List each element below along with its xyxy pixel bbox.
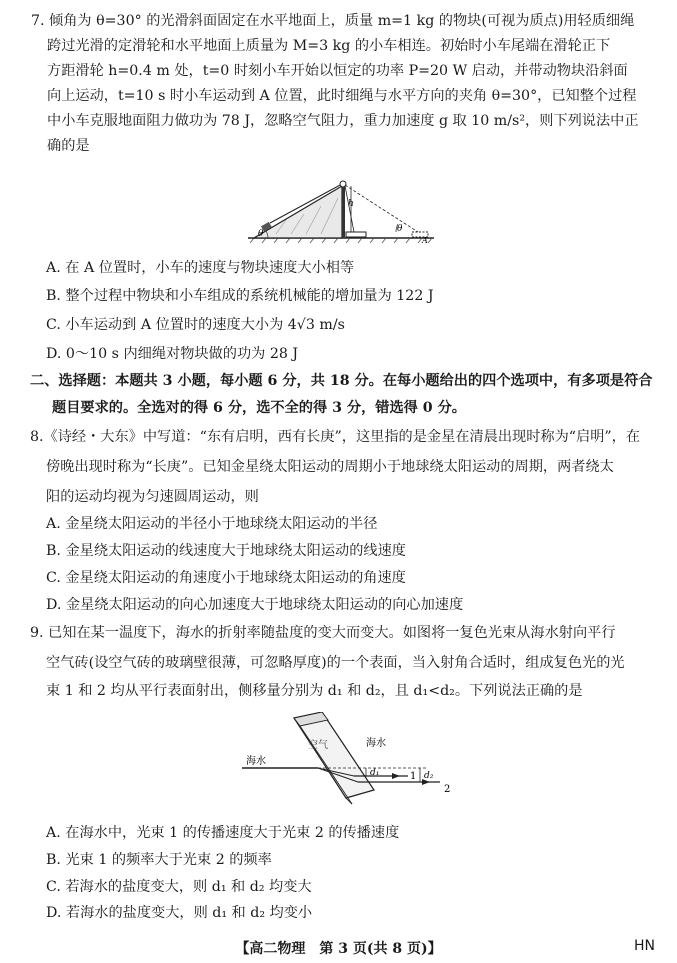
q8-option-c: C. 金星绕太阳运动的角速度小于地球绕太阳运动的角速度 (46, 570, 406, 586)
footer-region-code: HN (634, 938, 655, 954)
page-footer: 【高二物理 第 3 页(共 8 页)】 (235, 941, 442, 957)
q9-option-c: C. 若海水的盐度变大，则 d₁ 和 d₂ 均变大 (46, 879, 312, 895)
q8-stem-line-2: 傍晚出现时称为“长庚”。已知金星绕太阳运动的周期小于地球绕太阳运动的周期，两者绕太 (46, 459, 614, 475)
section-2-heading-line-2: 题目要求的。全选对的得 6 分，选不全的得 3 分，错选得 0 分。 (52, 400, 466, 416)
q9-label-beam-1: 1 (410, 771, 417, 782)
q9-label-d1: d₁ (370, 768, 380, 778)
q9-label-seawater-left: 海水 (246, 756, 266, 767)
q7-label-A: A (422, 236, 428, 244)
q9-option-a: A. 在海水中，光束 1 的传播速度大于光束 2 的传播速度 (46, 825, 400, 841)
q7-stem-line-2: 跨过光滑的定滑轮和水平地面上质量为 M=3 kg 的小车相连。初始时小车尾端在滑轮正下 (47, 38, 611, 54)
q7-option-d: D. 0～10 s 内细绳对物块做的功为 28 J (46, 346, 299, 362)
q9-label-air: 空气 (308, 740, 328, 751)
q7-option-b: B. 整个过程中物块和小车组成的系统机械能的增加量为 122 J (46, 288, 434, 304)
q7-incline-pulley-figure (246, 176, 436, 244)
q9-air-brick-figure (236, 712, 466, 820)
q8-option-d: D. 金星绕太阳运动的向心加速度大于地球绕太阳运动的向心加速度 (46, 597, 464, 613)
q7-stem-line-6: 确的是 (47, 138, 90, 154)
q9-option-d: D. 若海水的盐度变大，则 d₁ 和 d₂ 均变小 (46, 905, 313, 921)
q7-label-angle-left: θ (258, 229, 264, 239)
q8-option-b: B. 金星绕太阳运动的线速度大于地球绕太阳运动的线速度 (46, 543, 406, 559)
q9-label-d2: d₂ (424, 771, 434, 781)
q8-stem-line-3: 阳的运动均视为匀速圆周运动，则 (46, 489, 259, 505)
q9-stem-line-3: 束 1 和 2 均从平行表面射出，侧移量分别为 d₁ 和 d₂，且 d₁<d₂。下列说法正确的是 (46, 683, 583, 699)
q9-stem-line-2: 空气砖(设空气砖的玻璃壁很薄，可忽略厚度)的一个表面，当入射角合适时，组成复色光的光 (46, 655, 625, 671)
q7-stem-line-3: 方距滑轮 h=0.4 m 处，t=0 时刻小车开始以恒定的功率 P=20 W 启动，并带动物块沿斜面 (47, 63, 628, 79)
q8-option-a: A. 金星绕太阳运动的半径小于地球绕太阳运动的半径 (46, 516, 378, 532)
q9-stem-line-1: 9. 已知在某一温度下，海水的折射率随盐度的变大而变大。如图将一复色光束从海水射向平行 (30, 625, 616, 641)
q7-stem-line-4: 向上运动，t=10 s 时小车运动到 A 位置，此时细绳与水平方向的夹角 θ=30°，已知整个过程 (47, 88, 637, 104)
q7-label-angle-right: θ (397, 224, 403, 234)
q7-label-h: h (348, 199, 354, 209)
q9-label-seawater-right: 海水 (366, 738, 386, 749)
q8-stem-line-1: 8.《诗经・大东》中写道：“东有启明，西有长庚”，这里指的是金星在清晨出现时称为“启明”，在 (30, 429, 641, 445)
q9-label-beam-2: 2 (444, 784, 451, 795)
q7-stem-line-1: 7. 倾角为 θ=30° 的光滑斜面固定在水平地面上，质量 m=1 kg 的物块(可视为质点)用轻质细绳 (31, 13, 635, 29)
q7-option-c: C. 小车运动到 A 位置时的速度大小为 4√3 m/s (46, 317, 345, 333)
q7-option-a: A. 在 A 位置时，小车的速度与物块速度大小相等 (46, 260, 355, 276)
q7-stem-line-5: 中小车克服地面阻力做功为 78 J，忽略空气阻力，重力加速度 g 取 10 m/s²，则下列说法中正 (47, 113, 639, 129)
q9-option-b: B. 光束 1 的频率大于光束 2 的频率 (46, 852, 272, 868)
section-2-heading-line-1: 二、选择题：本题共 3 小题，每小题 6 分，共 18 分。在每小题给出的四个选项中，有多项是符合 (30, 373, 653, 389)
